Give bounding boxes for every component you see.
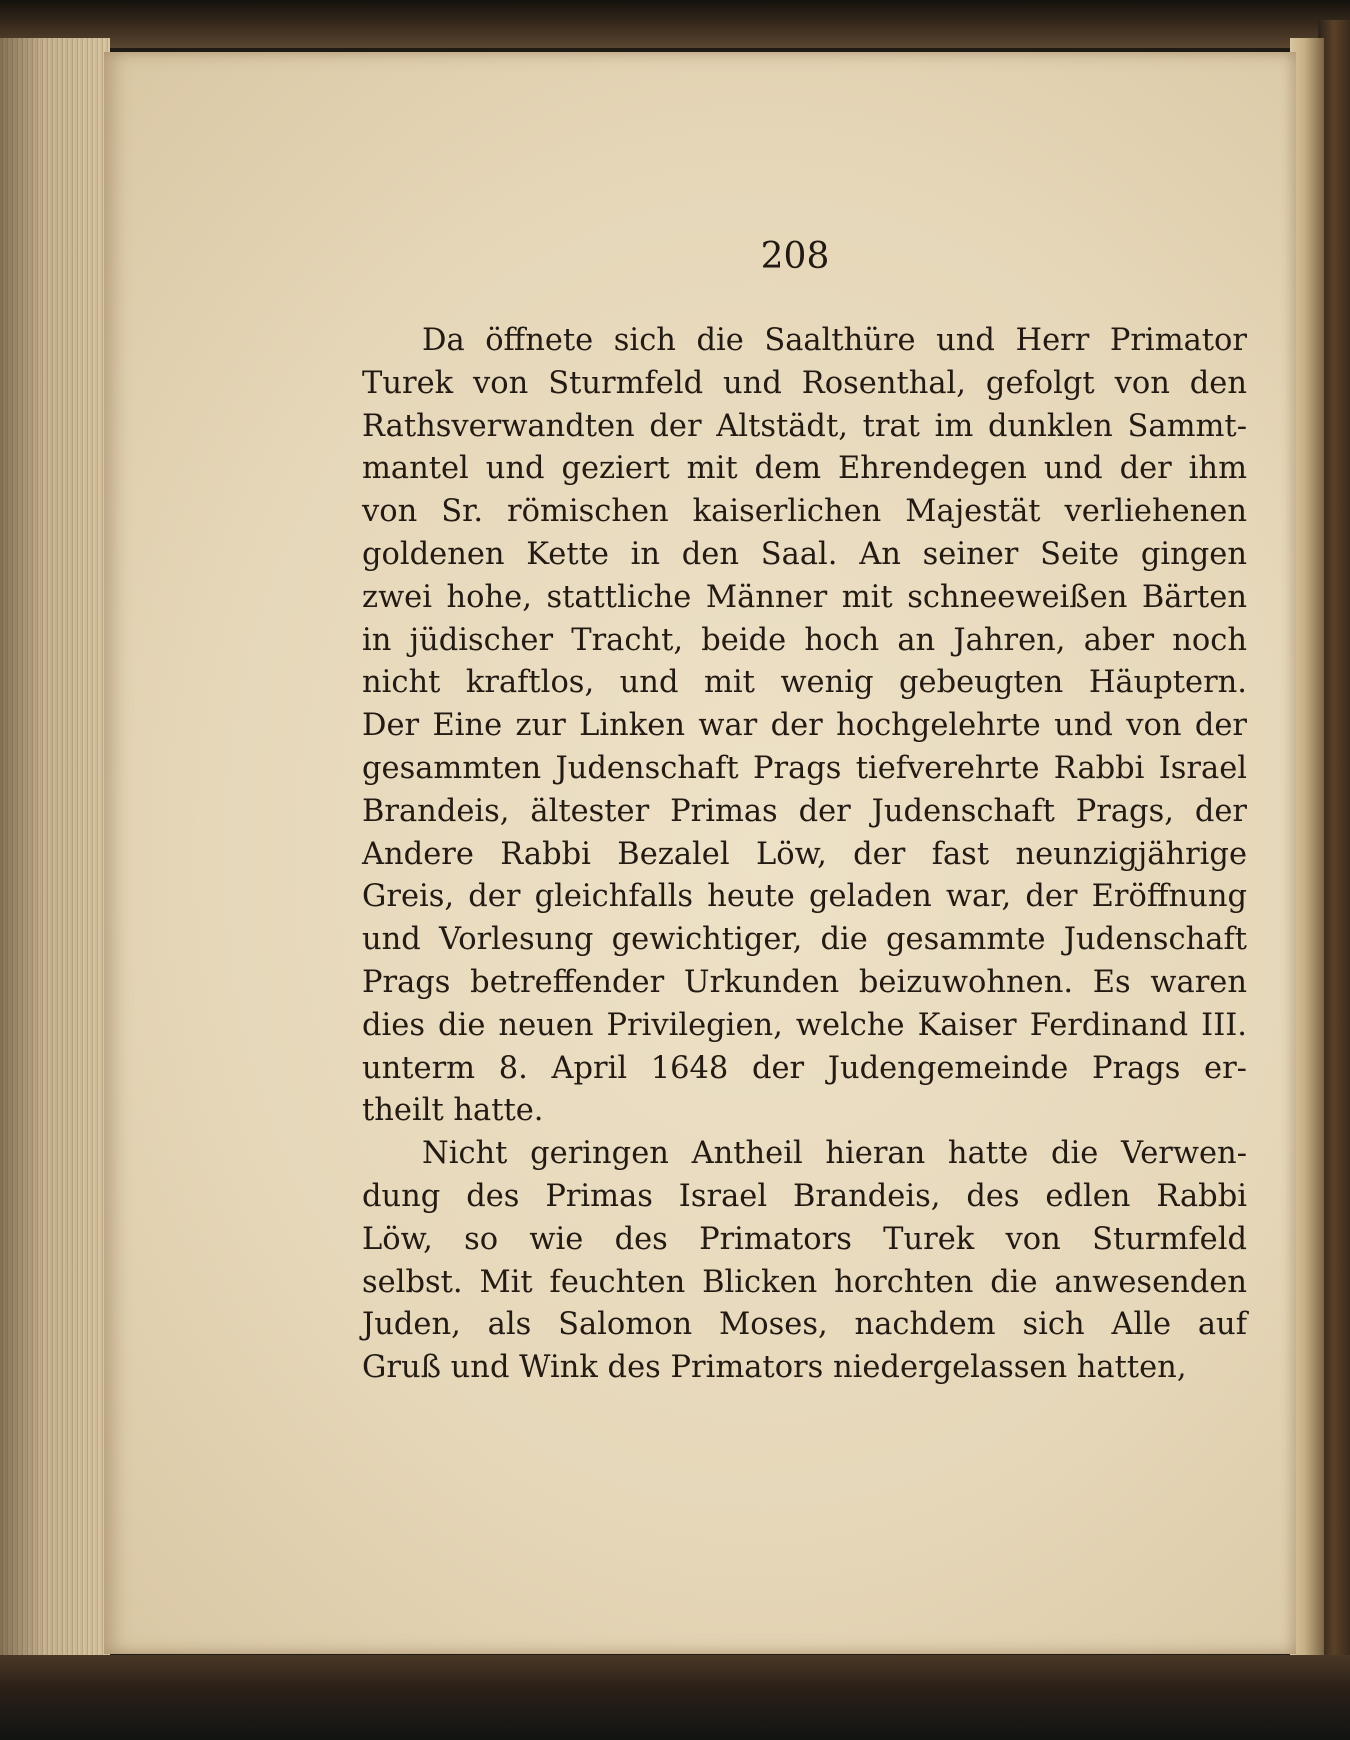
text-line: und Vorlesung gewichtiger, die gesammte Judenschaft xyxy=(362,922,1247,958)
text-line: gesammten Judenschaft Prags tiefverehrte Rabbi Israel xyxy=(362,750,1247,786)
text-line: Löw, so wie des Primators Turek von Sturmfeld xyxy=(362,1221,1247,1257)
text-line: zwei hohe, stattliche Männer mit schneeweißen Bärten xyxy=(362,579,1247,615)
text-line: selbst. Mit feuchten Blicken horchten die anwesenden xyxy=(362,1264,1247,1300)
text-line: Prags betreffender Urkunden beizuwohnen. Es waren xyxy=(362,964,1247,1000)
text-line: mantel und geziert mit dem Ehrendegen und der ihm xyxy=(362,451,1247,487)
text-line: theilt hatte. xyxy=(362,1093,544,1129)
paragraph-container xyxy=(362,320,1247,1390)
scan-bottom-border xyxy=(0,1655,1350,1740)
text-line: dung des Primas Israel Brandeis, des edlen Rabbi xyxy=(362,1178,1247,1214)
text-line: Da öffnete sich die Saalthüre und Herr Primator xyxy=(422,323,1247,358)
text-line: Der Eine zur Linken war der hochgelehrte und von der xyxy=(362,708,1247,744)
page-number: 208 xyxy=(760,236,830,277)
scan-top-border xyxy=(0,0,1350,48)
paragraph xyxy=(362,320,1247,1133)
paragraph xyxy=(362,1133,1247,1390)
text-line: Greis, der gleichfalls heute geladen war, der Eröffnung xyxy=(362,879,1247,915)
page-stack-shadow xyxy=(0,38,110,1668)
text-line: nicht kraftlos, und mit wenig gebeugten Häuptern. xyxy=(362,665,1247,701)
text-line: goldenen Kette in den Saal. An seiner Seite gingen xyxy=(362,536,1247,572)
text-line: Gruß und Wink des Primators niedergelassen hatten, xyxy=(362,1350,1187,1386)
text-line: Juden, als Salomon Moses, nachdem sich Alle auf xyxy=(362,1307,1247,1343)
body-text xyxy=(362,320,1247,1390)
text-line: Turek von Sturmfeld und Rosenthal, gefolgt von den xyxy=(362,365,1247,401)
text-line: von Sr. römischen kaiserlichen Majestät verliehenen xyxy=(362,494,1247,530)
text-line: unterm 8. April 1648 der Judengemeinde Prags er- xyxy=(362,1050,1247,1086)
text-line: Brandeis, ältester Primas der Judenschaft Prags, der xyxy=(362,793,1247,829)
text-line: Andere Rabbi Bezalel Löw, der fast neunzigjährige xyxy=(362,836,1247,872)
text-line: in jüdischer Tracht, beide hoch an Jahren, aber noch xyxy=(362,622,1247,658)
text-line: dies die neuen Privilegien, welche Kaiser Ferdinand III. xyxy=(362,1007,1247,1043)
text-line: Nicht geringen Antheil hieran hatte die Verwen- xyxy=(422,1136,1247,1172)
text-line: Rathsverwandten der Altstädt, trat im dunklen Sammt- xyxy=(362,408,1247,444)
